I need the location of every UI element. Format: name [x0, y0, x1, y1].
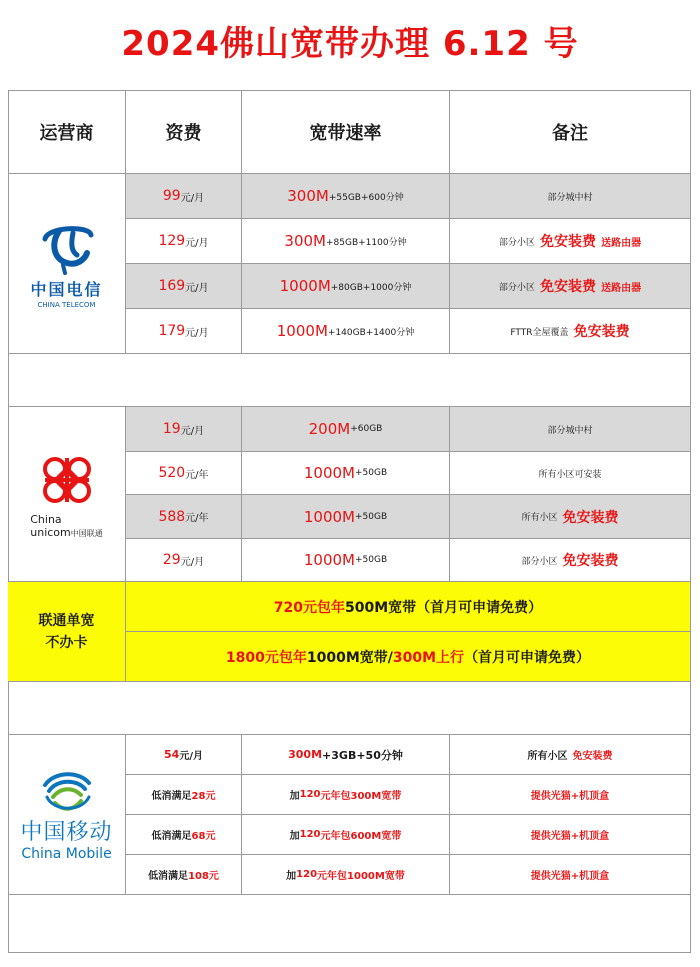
china-telecom-logo-icon	[37, 219, 97, 275]
header-note: 备注	[450, 90, 691, 174]
header-speed: 宽带速率	[242, 90, 450, 174]
unicom-row1-fee: 19 元/月	[126, 407, 242, 452]
unicom-logo-cell	[8, 407, 126, 582]
mobile-logo-cell	[8, 735, 126, 895]
unicom-row4-fee: 29 元/月	[126, 539, 242, 582]
unicom-logo-cn: 中国联通	[70, 528, 103, 538]
unicom-row3-speed: 1000M +50GB	[242, 495, 450, 539]
mobile-row3-speed: 加 120 元年包600M宽带	[242, 815, 450, 855]
unicom-row2-fee: 520 元/年	[126, 452, 242, 495]
spacer-3	[8, 895, 691, 953]
mobile-row4-speed: 加 120 元年包1000M宽带	[242, 855, 450, 895]
telecom-logo-cn: 中国电信	[30, 279, 103, 299]
china-unicom-knot-icon	[34, 450, 100, 510]
china-mobile-logo-icon	[39, 767, 95, 813]
unicom-broadband-only-label: 联通单宽 不办卡	[8, 582, 126, 682]
mobile-row1-note: 所有小区 免安装费	[450, 735, 691, 775]
unicom-row2-note: 所有小区可安装	[450, 452, 691, 495]
telecom-row2-fee: 129 元/月	[126, 219, 242, 264]
mobile-row2-speed: 加 120 元年包300M宽带	[242, 775, 450, 815]
mobile-row2-fee: 低消满足 28元	[126, 775, 242, 815]
unicom-row3-fee: 588 元/年	[126, 495, 242, 539]
unicom-row2-speed: 1000M +50GB	[242, 452, 450, 495]
unicom-row4-speed: 1000M +50GB	[242, 539, 450, 582]
telecom-row2-speed: 300M +85GB+1100分钟	[242, 219, 450, 264]
mobile-logo-cn: 中国移动	[20, 820, 113, 845]
telecom-row2-note: 部分小区 免安装费 送路由器	[450, 219, 691, 264]
telecom-row1-note: 部分城中村	[450, 174, 691, 219]
mobile-row2-note: 提供光猫+机顶盒	[450, 775, 691, 815]
telecom-row3-speed: 1000M +80GB+1000分钟	[242, 264, 450, 309]
telecom-row1-speed: 300M +55GB+600分钟	[242, 174, 450, 219]
telecom-row4-speed: 1000M +140GB+1400分钟	[242, 309, 450, 354]
page-title: 2024佛山宽带办理 6.12 号	[121, 24, 579, 64]
unicom-row1-note: 部分城中村	[450, 407, 691, 452]
header-operator: 运营商	[8, 90, 126, 174]
telecom-row3-note: 部分小区 免安装费 送路由器	[450, 264, 691, 309]
mobile-row3-fee: 低消满足 68元	[126, 815, 242, 855]
unicom-row3-note: 所有小区 免安装费	[450, 495, 691, 539]
unicom-row1-speed: 200M +60GB	[242, 407, 450, 452]
mobile-logo-en: China Mobile	[21, 846, 112, 862]
telecom-row3-fee: 169 元/月	[126, 264, 242, 309]
spacer-2	[8, 682, 691, 735]
telecom-row4-note: FTTR全屋覆盖 免安装费	[450, 309, 691, 354]
mobile-row4-fee: 低消满足 108元	[126, 855, 242, 895]
unicom-broadband-offer-2: 1800元包年 1000M宽带/ 300M上行 （首月可申请免费）	[126, 632, 691, 682]
mobile-row1-fee: 54 元/月	[126, 735, 242, 775]
spacer-1	[8, 354, 691, 407]
mobile-row4-note: 提供光猫+机顶盒	[450, 855, 691, 895]
telecom-row1-fee: 99 元/月	[126, 174, 242, 219]
mobile-row1-speed: 300M +3GB+50分钟	[242, 735, 450, 775]
unicom-logo-en2: unicom	[30, 525, 71, 539]
telecom-logo-en: CHINA TELECOM	[37, 300, 96, 309]
telecom-row4-fee: 179 元/月	[126, 309, 242, 354]
unicom-logo-en1: China	[30, 512, 62, 526]
unicom-row4-note: 部分小区 免安装费	[450, 539, 691, 582]
telecom-logo-cell	[8, 174, 126, 354]
header-fee: 资费	[126, 90, 242, 174]
unicom-broadband-offer-1: 720元包年 500M宽带（首月可申请免费）	[126, 582, 691, 632]
mobile-row3-note: 提供光猫+机顶盒	[450, 815, 691, 855]
